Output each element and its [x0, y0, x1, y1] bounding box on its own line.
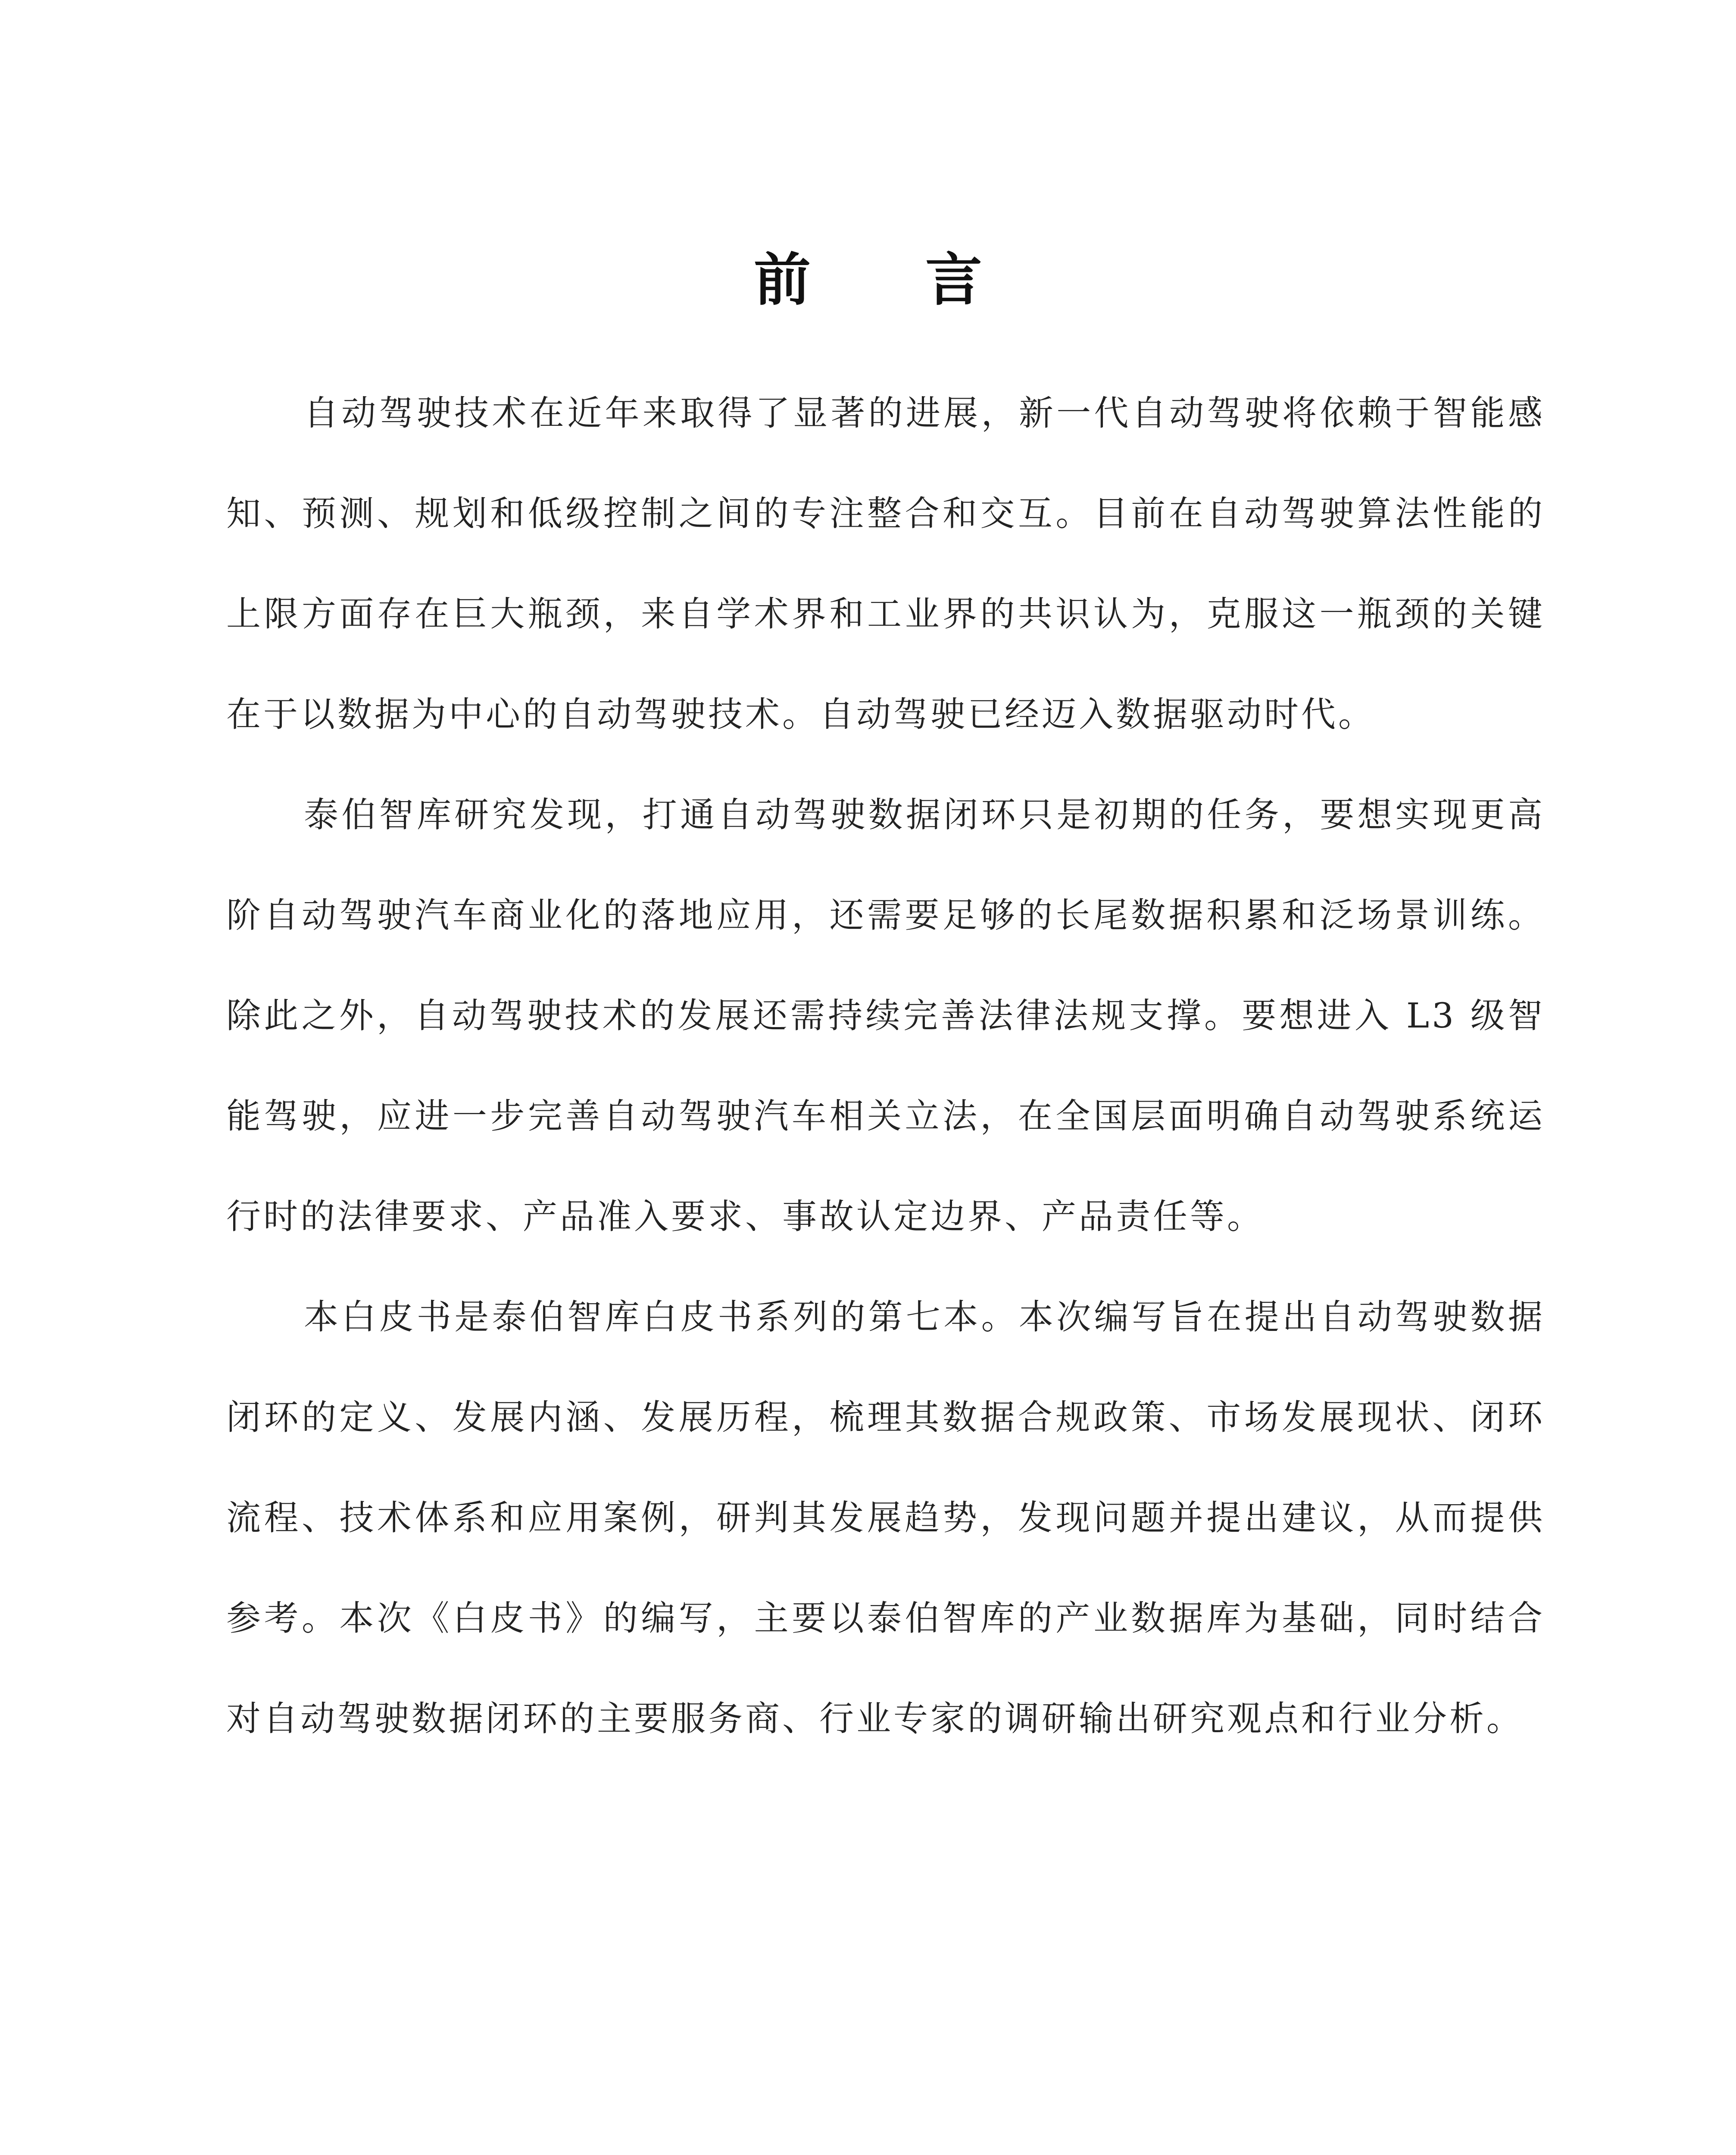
paragraph-1: 自动驾驶技术在近年来取得了显著的进展，新一代自动驾驶将依赖于智能感知、预测、规划和低级控制之间的专注整合和交互。目前在自动驾驶算法性能的上限方面存在巨大瓶颈，来自学术界和工业界的共识认为，克服这一瓶颈的关键在于以数据为中心的自动驾驶技术。自动驾驶已经迈入数据驱动时代。: [226, 393, 1545, 734]
body-text: [226, 363, 1545, 1769]
paragraph-3: 本白皮书是泰伯智库白皮书系列的第七本。本次编写旨在提出自动驾驶数据闭环的定义、发展内涵、发展历程，梳理其数据合规政策、市场发展现状、闭环流程、技术体系和应用案例，研判其发展趋势，发现问题并提出建议，从而提供参考。本次《白皮书》的编写，主要以泰伯智库的产业数据库为基础，同时结合对自动驾驶数据闭环的主要服务商、行业专家的调研输出研究观点和行业分析。: [226, 1297, 1545, 1739]
paragraph-2: 泰伯智库研究发现，打通自动驾驶数据闭环只是初期的任务，要想实现更高阶自动驾驶汽车商业化的落地应用，还需要足够的长尾数据积累和泛场景训练。除此之外，自动驾驶技术的发展还需持续完善法律法规支撑。要想进入 L3 级智能驾驶，应进一步完善自动驾驶汽车相关立法，在全国层面明确自动驾驶系统运行时的法律要求、产品准入要求、事故认定边界、产品责任等。: [226, 795, 1545, 1237]
page-title: 前 言: [754, 247, 1030, 313]
